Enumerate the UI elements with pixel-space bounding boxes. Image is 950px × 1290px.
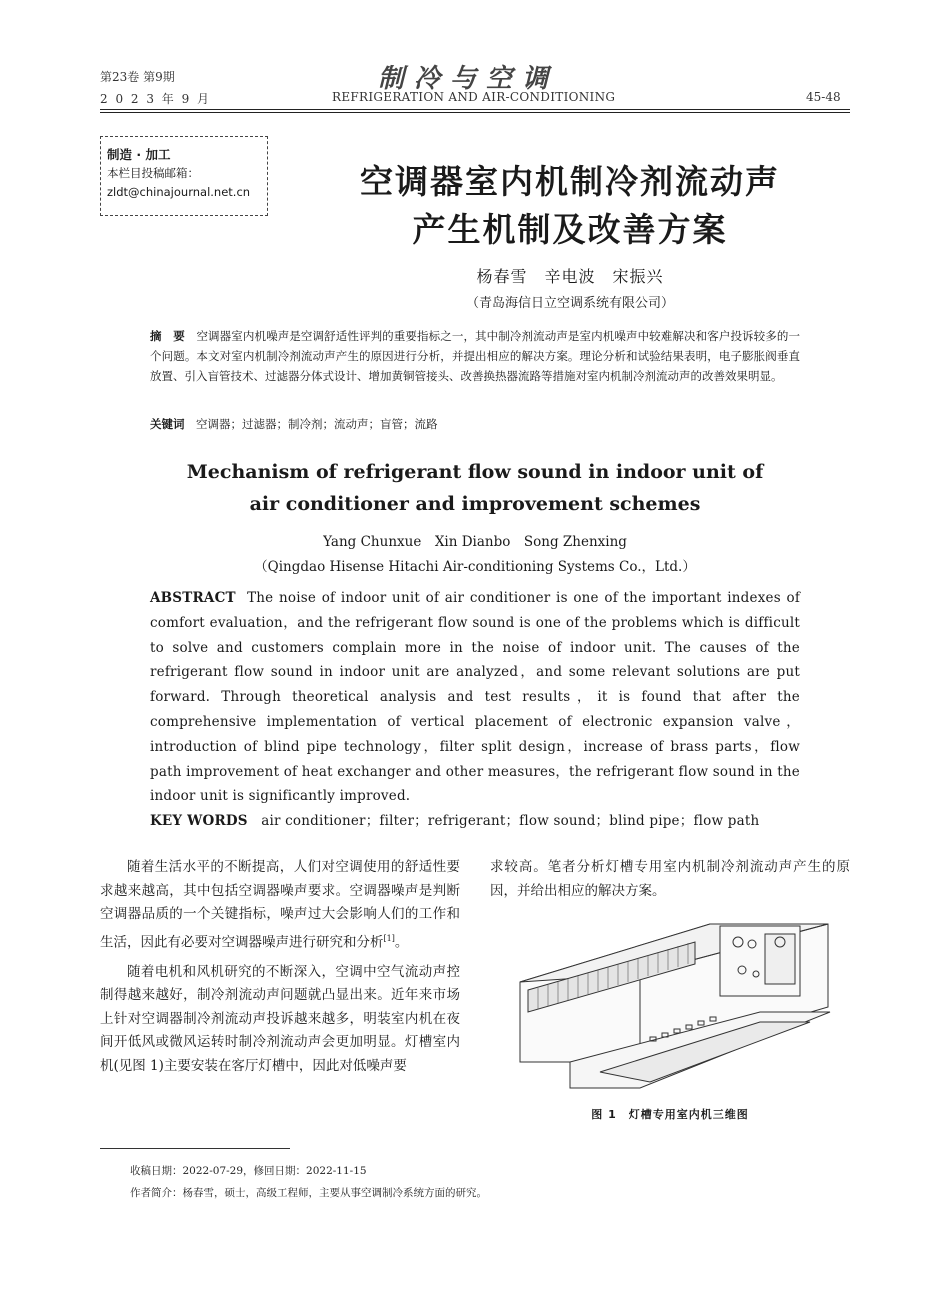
volume-issue: 第23卷 第9期 xyxy=(100,70,175,84)
body-left-column xyxy=(100,856,460,1078)
abstract-en-text: The noise of indoor unit of air conditioner is one of the important indexes of comfort evaluation，and the refrigerant flow sound is one of the problems which is difficult to solve and customers complain more in the noise of indoor unit. The causes of the refrigerant flow sound in indoor unit are analyzed，and some relevant solutions are put forward. Through theoretical analysis and test results，it is found that after the comprehensive implementation of vertical placement of electronic expansion valve，introduction of blind pipe technology，filter split design，increase of brass parts，flow path improvement of heat exchanger and other measures，the refrigerant flow sound in the indoor unit is significantly improved. xyxy=(150,590,801,805)
keywords-en xyxy=(150,809,800,834)
citation-ref-1: [1] xyxy=(383,933,395,943)
abstract-en xyxy=(150,586,800,809)
header-rule-2 xyxy=(100,112,850,113)
indoor-unit-3d-figure xyxy=(510,912,840,1096)
abstract-cn xyxy=(150,326,800,386)
authors-en: Yang Chunxue Xin Dianbo Song Zhenxing xyxy=(323,534,627,550)
journal-logo: 制冷与空调 xyxy=(378,64,559,94)
abstract-cn-text: 空调器室内机噪声是空调舒适性评判的重要指标之一，其中制冷剂流动声是室内机噪声中较难解决和客户投诉较多的一个问题。本文对室内机制冷剂流动声产生的原因进行分析，并提出相应的解决方案。理论分析和试验结果表明，电子膨胀阀垂直放置、引入盲管技术、过滤器分体式设计、增加黄铜管接头、改善换热器流路等措施对室内机制冷剂流动声的改善效果明显。 xyxy=(150,329,800,383)
body-paragraph-2: 随着电机和风机研究的不断深入，空调中空气流动声控制得越来越好，制冷剂流动声问题就凸显出来。近年来市场上针对空调器制冷剂流动声投诉越来越多，明装室内机在夜间开低风或微风运转时制冷剂流动声会更加明显。灯槽室内机(见图 1)主要安装在客厅灯槽中，因此对低噪声要 xyxy=(100,963,460,1074)
figure-1-caption: 图 1 灯槽专用室内机三维图 xyxy=(591,1108,749,1121)
title-cn-line1: 空调器室内机制冷剂流动声 xyxy=(360,162,780,201)
keywords-cn-label: 关键词 xyxy=(150,417,185,431)
body-right-column xyxy=(490,856,850,903)
keywords-cn-text: 空调器；过滤器；制冷剂；流动声；盲管；流路 xyxy=(196,417,438,431)
column-email: zldt@chinajournal.net.cn xyxy=(107,185,251,199)
journal-name-en: REFRIGERATION AND AIR-CONDITIONING xyxy=(332,90,616,104)
body-paragraph-1 xyxy=(100,856,460,955)
keywords-en-text: air conditioner；filter；refrigerant；flow sound；blind pipe；flow path xyxy=(261,813,760,829)
body-p1-end: 。 xyxy=(394,934,409,950)
page-range: 45-48 xyxy=(806,90,841,104)
affiliation-cn: （青岛海信日立空调系统有限公司） xyxy=(465,296,674,311)
column-info-box xyxy=(100,136,268,216)
publication-date: 2 0 2 3 年 9 月 xyxy=(100,92,212,106)
keywords-cn xyxy=(150,414,800,434)
column-email-label: 本栏目投稿邮箱： xyxy=(107,166,199,180)
body-p1-text: 随着生活水平的不断提高，人们对空调使用的舒适性要求越来越高，其中包括空调器噪声要求。空调器噪声是判断空调器品质的一个关键指标，噪声过大会影响人们的工作和生活，因此有必要对空调器噪声进行研究和分析 xyxy=(100,859,460,950)
authors-cn: 杨春雪 辛电波 宋振兴 xyxy=(476,267,664,286)
title-en-line2: air conditioner and improvement schemes xyxy=(249,493,701,515)
title-cn-line2: 产生机制及改善方案 xyxy=(412,210,728,249)
affiliation-en: （Qingdao Hisense Hitachi Air-conditioning Systems Co.，Ltd.） xyxy=(254,559,696,575)
column-title: 制造 · 加工 xyxy=(107,147,171,162)
abstract-cn-label: 摘 要 xyxy=(150,329,185,343)
keywords-en-label: KEY WORDS xyxy=(150,813,248,829)
body-paragraph-3: 求较高。笔者分析灯槽专用室内机制冷剂流动声产生的原因，并给出相应的解决方案。 xyxy=(490,859,850,899)
header-rule xyxy=(100,109,850,110)
footnote-author-bio: 作者简介：杨春雪，硕士，高级工程师，主要从事空调制冷系统方面的研究。 xyxy=(130,1187,487,1199)
footnote-dates: 收稿日期：2022-07-29，修回日期：2022-11-15 xyxy=(130,1165,367,1177)
title-en-line1: Mechanism of refrigerant flow sound in indoor unit of xyxy=(186,461,764,483)
footnote-rule xyxy=(100,1148,290,1149)
abstract-en-label: ABSTRACT xyxy=(150,590,236,606)
